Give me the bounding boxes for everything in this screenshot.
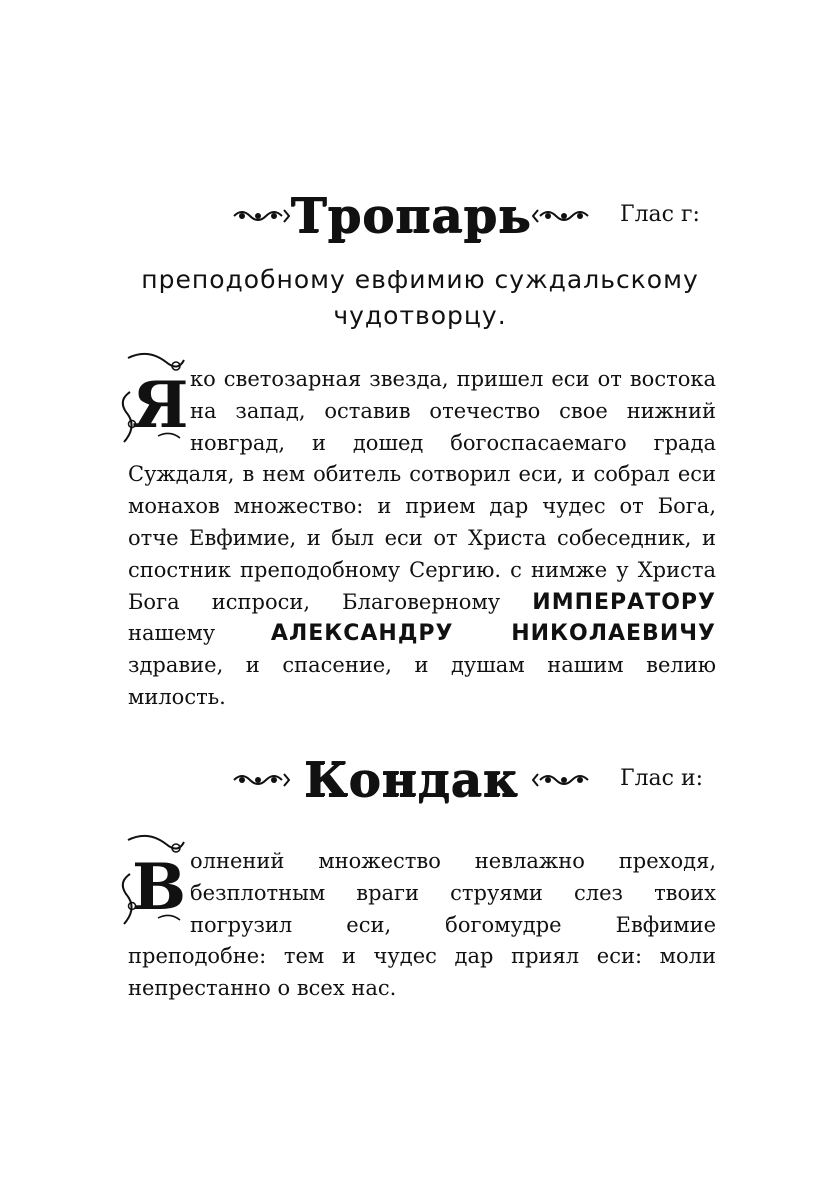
troparion-body-mid: нашему xyxy=(128,621,216,646)
subtitle-line-2: чудотворцу. xyxy=(333,301,507,330)
kontakion-dropcap xyxy=(124,848,187,932)
troparion-body-end: здравие, и спасение, и душам нашим велию милость. xyxy=(128,653,716,709)
troparion-title: Тропарь xyxy=(290,188,532,244)
kontakion-heading xyxy=(232,752,712,808)
kontakion-text xyxy=(128,846,716,1005)
troparion-tone: Глас г: xyxy=(620,202,700,227)
kontakion-tone: Глас и: xyxy=(620,766,704,791)
right-ornament-icon xyxy=(532,206,590,226)
troparion-caps-name: АЛЕКСАНДРУ НИКОЛАЕВИЧУ xyxy=(270,621,716,647)
dropcap-letter: Я xyxy=(132,368,189,443)
kontakion-title: Кондак xyxy=(303,752,519,808)
troparion-dropcap xyxy=(124,366,189,450)
left-ornament-icon xyxy=(232,206,290,226)
troparion-caps-emperor: ИМПЕРАТОРУ xyxy=(532,589,716,615)
kontakion-body: олнений множество невлажно преходя, безплотным враги струями слез твоих погрузил еси, богомудре Евфимие преподобне: тем и чудес дар приял еси: моли непрестанно о всех нас. xyxy=(128,849,716,1001)
dropcap-letter: В xyxy=(132,850,187,925)
subtitle-line-1: преподобному евфимию суждальскому xyxy=(141,265,699,294)
troparion-body-start: ко светозарная звезда, пришел еси от востока на запад, оставив отечество свое нижний новград, и дошед богоспасаемаго града Суждаля, в нем обитель сотворил еси, и собрал еси монахов множество: и прием дар чудес от Бога, отче Евфимие, и был еси от Христа собеседник, и спостник преподобному Сергию. с нимже у Христа Бога испроси, Благоверному xyxy=(128,367,716,614)
left-ornament-icon xyxy=(232,770,290,790)
right-ornament-icon xyxy=(532,770,590,790)
troparion-heading xyxy=(232,188,712,244)
troparion-text xyxy=(128,364,716,714)
troparion-subtitle xyxy=(100,262,740,334)
